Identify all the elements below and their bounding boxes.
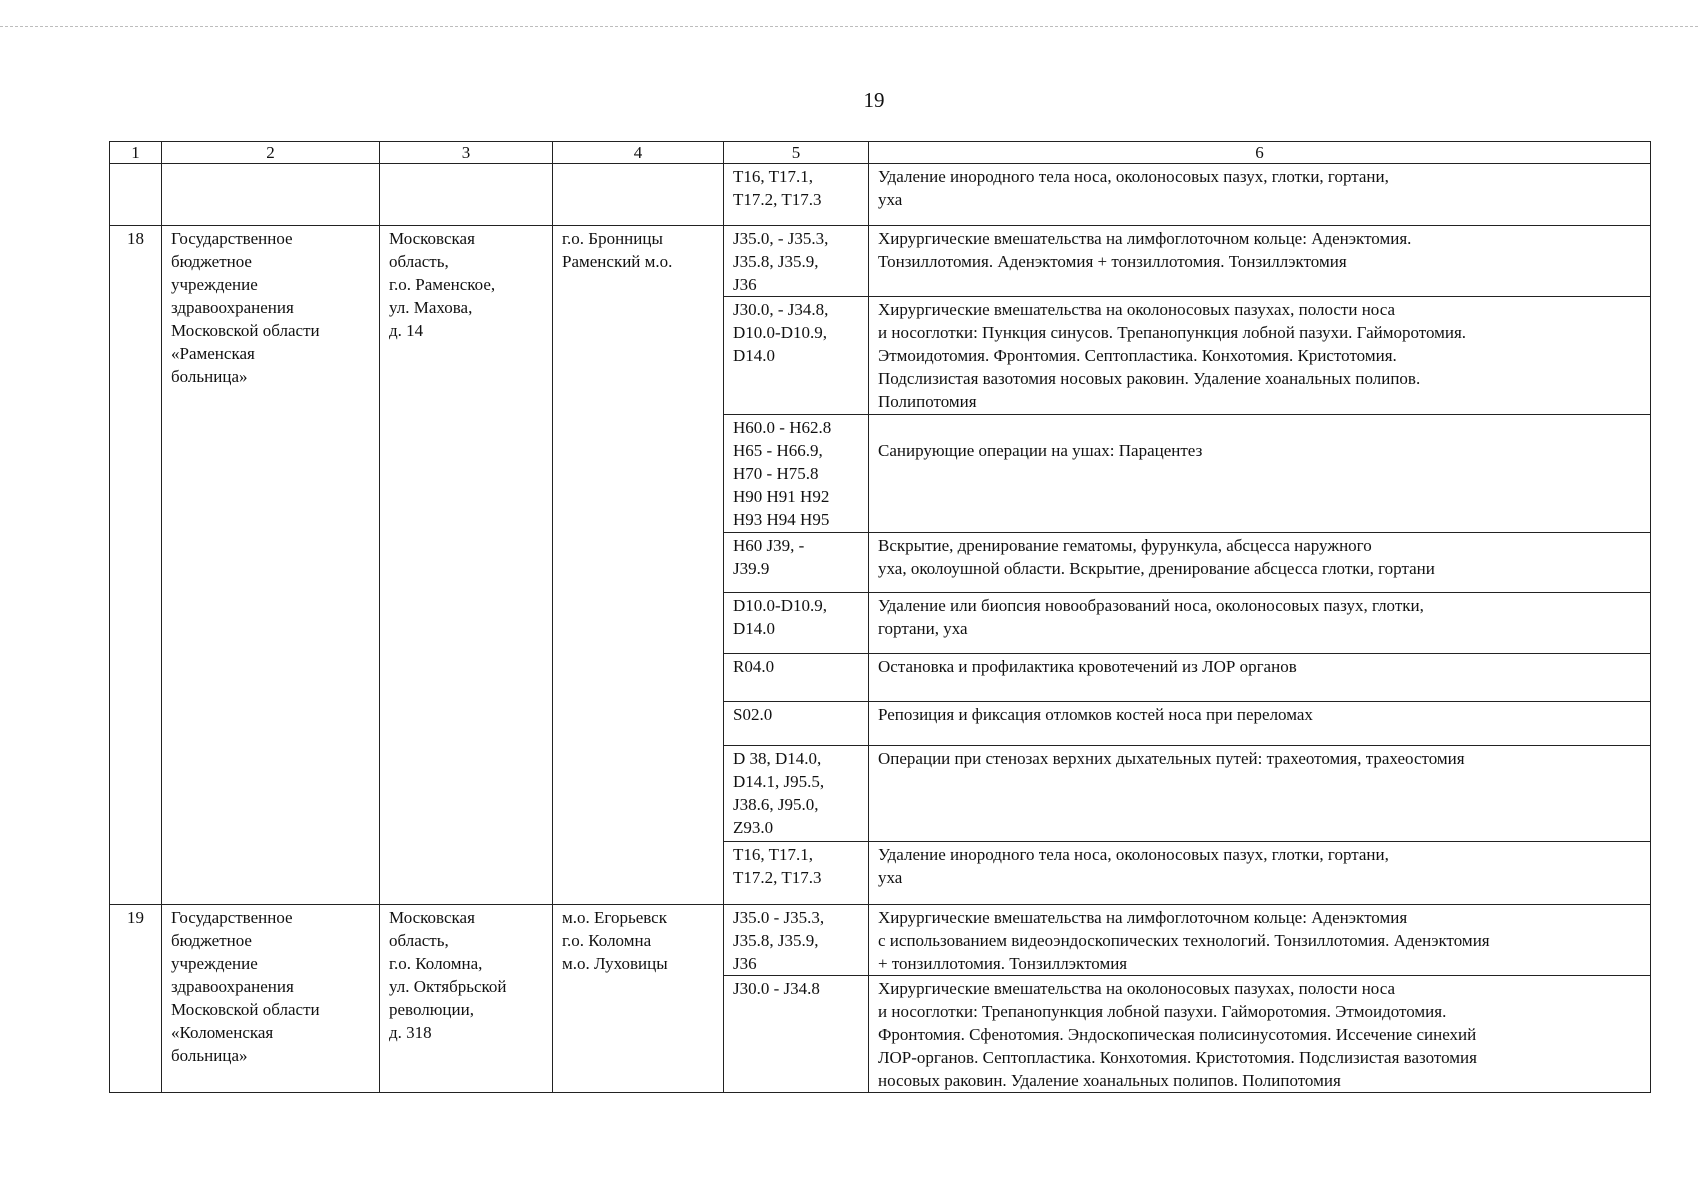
procedure-description-cell: Хирургические вмешательства на околоносовых пазухах, полости носа и носоглотки: Пункция синусов. Трепанопункция лобной пазухи. Гайморотомия. Этмоидотомия. Фронтомия. Септопластика. Конхотомия. Кристотомия. Подслизистая вазотомия носовых раковин. Удаление хоанальных полипов. Полипотомия — [869, 297, 1651, 415]
icd-codes-cell: J30.0, - J34.8, D10.0-D10.9, D14.0 — [724, 297, 869, 415]
procedure-description-cell: Операции при стенозах верхних дыхательных путей: трахеотомия, трахеостомия — [869, 746, 1651, 842]
column-header: 4 — [553, 142, 724, 164]
icd-codes-cell: J35.0, - J35.3, J35.8, J35.9, J36 — [724, 226, 869, 297]
table-row — [110, 905, 1651, 976]
empty-cell — [110, 164, 162, 226]
scan-edge-line — [0, 26, 1698, 27]
empty-cell — [162, 164, 380, 226]
empty-cell — [553, 164, 724, 226]
organization-address: Московская область, г.о. Коломна, ул. Октябрьской революции, д. 318 — [380, 905, 553, 1093]
procedure-description-cell: Удаление инородного тела носа, околоносовых пазух, глотки, гортани, уха — [869, 164, 1651, 226]
served-districts: г.о. Бронницы Раменский м.о. — [553, 226, 724, 905]
entry-number: 19 — [110, 905, 162, 1093]
table-row — [110, 226, 1651, 297]
column-header: 5 — [724, 142, 869, 164]
icd-codes-cell: D10.0-D10.9, D14.0 — [724, 593, 869, 654]
organization-name: Государственное бюджетное учреждение здравоохранения Московской области «Раменская больница» — [162, 226, 380, 905]
procedure-description-cell: Санирующие операции на ушах: Парацентез — [869, 415, 1651, 533]
procedure-description-cell: Удаление или биопсия новообразований носа, околоносовых пазух, глотки, гортани, уха — [869, 593, 1651, 654]
organization-address: Московская область, г.о. Раменское, ул. Махова, д. 14 — [380, 226, 553, 905]
procedure-description-cell: Удаление инородного тела носа, околоносовых пазух, глотки, гортани, уха — [869, 842, 1651, 905]
icd-codes-cell: H60.0 - H62.8 H65 - H66.9, H70 - H75.8 H90 H91 H92 H93 H94 H95 — [724, 415, 869, 533]
served-districts: м.о. Егорьевск г.о. Коломна м.о. Луховицы — [553, 905, 724, 1093]
page-number: 19 — [863, 88, 885, 112]
continuation-row — [110, 164, 1651, 226]
icd-codes-cell: T16, T17.1, T17.2, T17.3 — [724, 164, 869, 226]
procedure-description-cell: Вскрытие, дренирование гематомы, фурункула, абсцесса наружного уха, околоушной области. Вскрытие, дренирование абсцесса глотки, гортани — [869, 533, 1651, 593]
entry-number: 18 — [110, 226, 162, 905]
hospitals-table — [109, 141, 1651, 1093]
column-header: 1 — [110, 142, 162, 164]
procedure-description-cell: Хирургические вмешательства на околоносовых пазухах, полости носа и носоглотки: Трепанопункция лобной пазухи. Гайморотомия. Этмоидотомия. Фронтомия. Сфенотомия. Эндоскопическая полисинусотомия. Иссечение синехий ЛОР-органов. Септопластика. Конхотомия. Кристотомия. Подслизистая вазотомия носовых раковин. Удаление хоанальных полипов. Полипотомия — [869, 976, 1651, 1093]
icd-codes-cell: S02.0 — [724, 702, 869, 746]
organization-name: Государственное бюджетное учреждение здравоохранения Московской области «Коломенская больница» — [162, 905, 380, 1093]
icd-codes-cell: H60 J39, - J39.9 — [724, 533, 869, 593]
icd-codes-cell: D 38, D14.0, D14.1, J95.5, J38.6, J95.0, Z93.0 — [724, 746, 869, 842]
icd-codes-cell: J35.0 - J35.3, J35.8, J35.9, J36 — [724, 905, 869, 976]
procedure-description-cell: Хирургические вмешательства на лимфоглоточном кольце: Аденэктомия с использованием видеоэндоскопических технологий. Тонзиллотомия. Аденэктомия + тонзиллотомия. Тонзиллэктомия — [869, 905, 1651, 976]
procedure-description-cell: Репозиция и фиксация отломков костей носа при переломах — [869, 702, 1651, 746]
header-row — [110, 142, 1651, 164]
icd-codes-cell: J30.0 - J34.8 — [724, 976, 869, 1093]
icd-codes-cell: T16, T17.1, T17.2, T17.3 — [724, 842, 869, 905]
empty-cell — [380, 164, 553, 226]
icd-codes-cell: R04.0 — [724, 654, 869, 702]
column-header: 3 — [380, 142, 553, 164]
column-header: 2 — [162, 142, 380, 164]
procedure-description-cell: Хирургические вмешательства на лимфоглоточном кольце: Аденэктомия. Тонзиллотомия. Аденэктомия + тонзиллотомия. Тонзиллэктомия — [869, 226, 1651, 297]
column-header: 6 — [869, 142, 1651, 164]
procedure-description-cell: Остановка и профилактика кровотечений из ЛОР органов — [869, 654, 1651, 702]
